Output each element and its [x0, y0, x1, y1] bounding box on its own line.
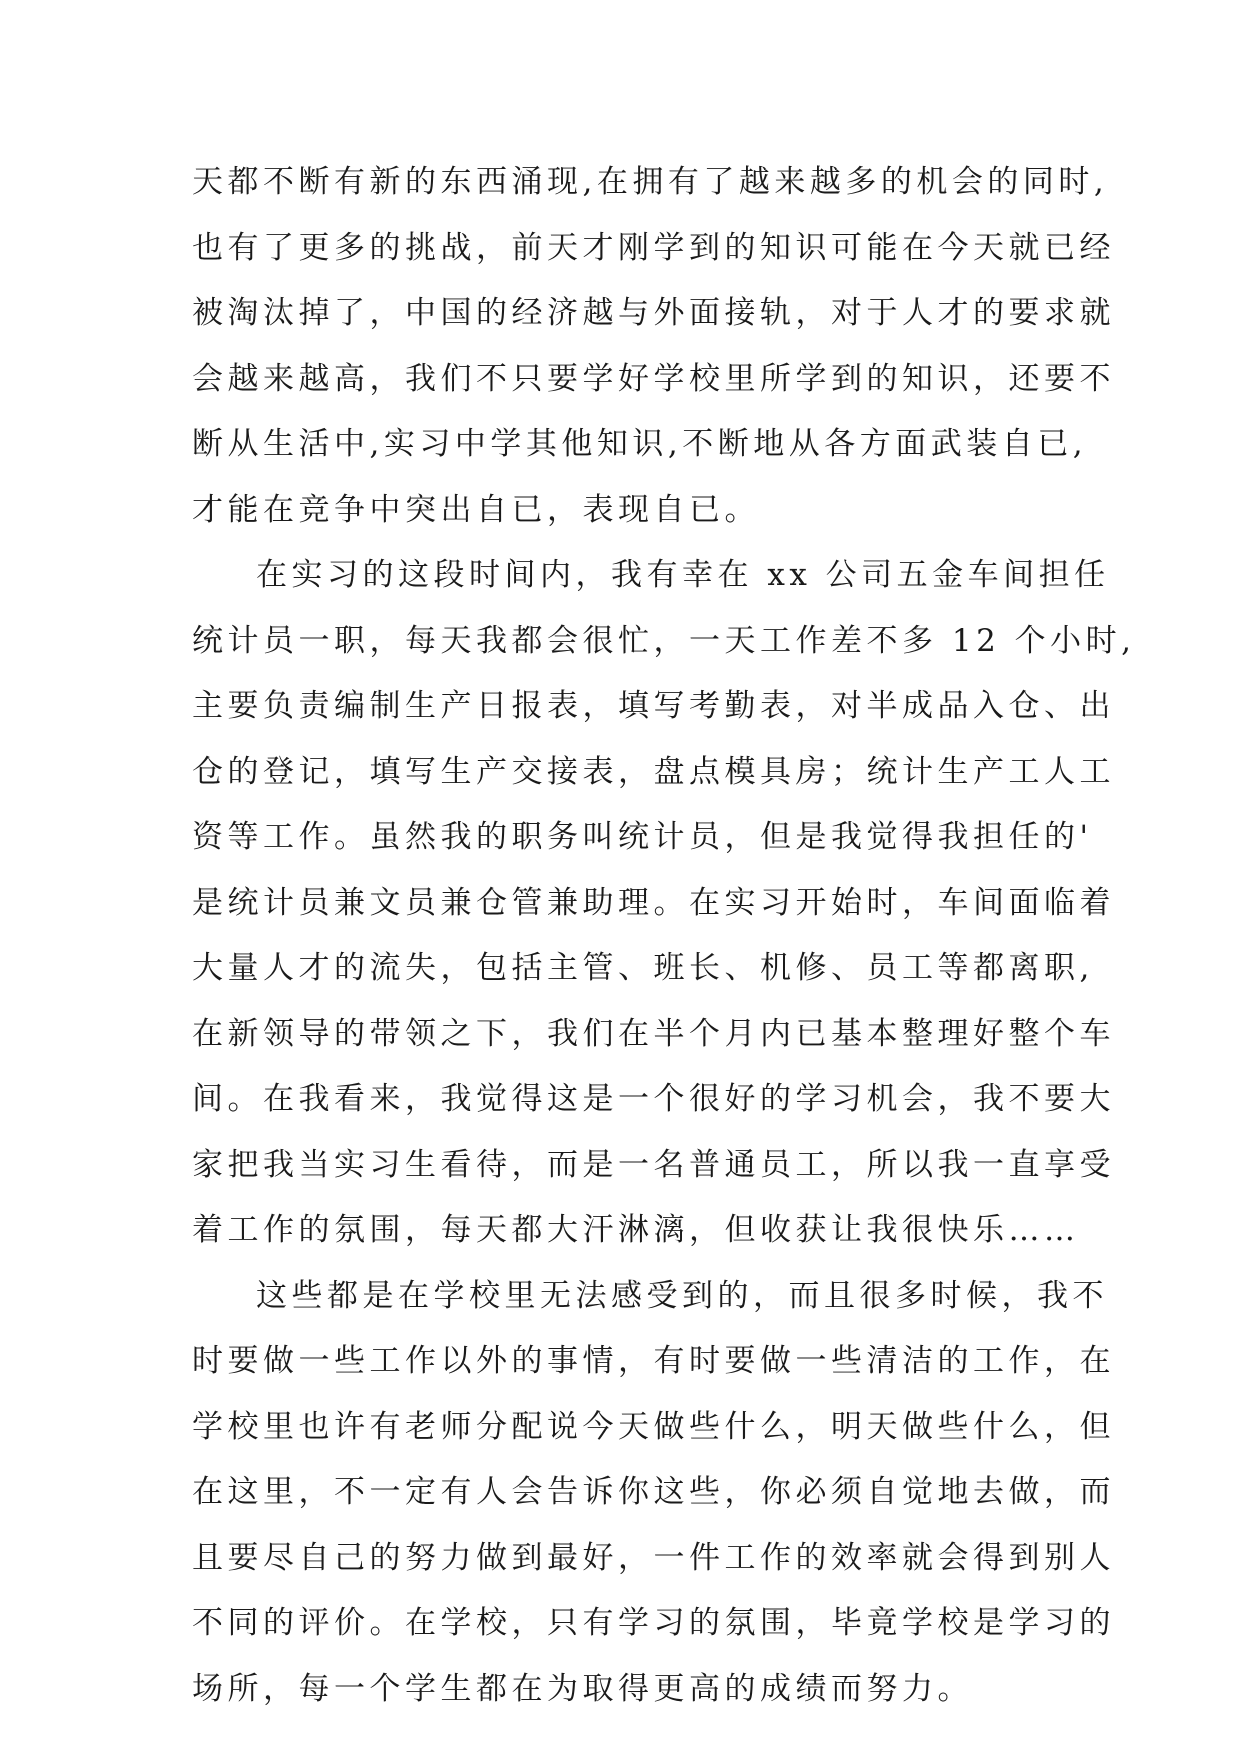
text-line: 会越来越高，我们不只要学好学校里所学到的知识，还要不 — [192, 360, 1115, 397]
text-line: 是统计员兼文员兼仓管兼助理。在实习开始时，车间面临着 — [192, 884, 1115, 921]
text-line: 资等工作。虽然我的职务叫统计员，但是我觉得我担任的' — [192, 819, 1093, 855]
text-line: 家把我当实习生看待，而是一名普通员工，所以我一直享受 — [192, 1146, 1115, 1183]
text-line: 且要尽自己的努力做到最好，一件工作的效率就会得到别人 — [192, 1539, 1115, 1576]
document-body — [192, 162, 1136, 1734]
paragraph — [192, 162, 1115, 555]
text-line: 统计员一职，每天我都会很忙，一天工作差不多 12 个小时, — [192, 622, 1136, 659]
text-line: 才能在竞争中突出自已，表现自已。 — [192, 491, 760, 528]
text-line: 在实习的这段时间内，我有幸在 xx 公司五金车间担任 — [256, 557, 1110, 593]
text-line: 被淘汰掉了，中国的经济越与外面接轨，对于人才的要求就 — [192, 295, 1115, 331]
text-line: 着工作的氛围，每天都大汗淋漓，但收获让我很快乐…… — [192, 1212, 1080, 1248]
text-line: 在这里，不一定有人会告诉你这些，你必须自觉地去做，而 — [192, 1474, 1115, 1510]
text-line: 仓的登记，填写生产交接表，盘点模具房；统计生产工人工 — [192, 753, 1115, 790]
text-line: 主要负责编制生产日报表，填写考勤表，对半成品入仓、出 — [192, 688, 1115, 724]
text-line: 这些都是在学校里无法感受到的，而且很多时候，我不 — [256, 1277, 1108, 1314]
paragraph — [192, 555, 1136, 1276]
text-line: 场所，每一个学生都在为取得更高的成绩而努力。 — [192, 1670, 973, 1707]
text-line: 大量人才的流失，包括主管、班长、机修、员工等都离职, — [192, 950, 1094, 986]
text-line: 时要做一些工作以外的事情，有时要做一些清洁的工作，在 — [192, 1343, 1115, 1379]
text-line: 也有了更多的挑战，前天才刚学到的知识可能在今天就已经 — [192, 229, 1115, 266]
text-line: 不同的评价。在学校，只有学习的氛围，毕竟学校是学习的 — [192, 1605, 1115, 1641]
text-line: 在新领导的带领之下，我们在半个月内已基本整理好整个车 — [192, 1015, 1115, 1052]
text-line: 学校里也许有老师分配说今天做些什么，明天做些什么，但 — [192, 1408, 1115, 1445]
paragraph — [192, 1276, 1115, 1735]
text-line: 断从生活中,实习中学其他知识,不断地从各方面武装自已, — [192, 426, 1088, 462]
text-line: 天都不断有新的东西涌现,在拥有了越来越多的机会的同时, — [192, 164, 1109, 200]
text-line: 间。在我看来，我觉得这是一个很好的学习机会，我不要大 — [192, 1081, 1115, 1117]
